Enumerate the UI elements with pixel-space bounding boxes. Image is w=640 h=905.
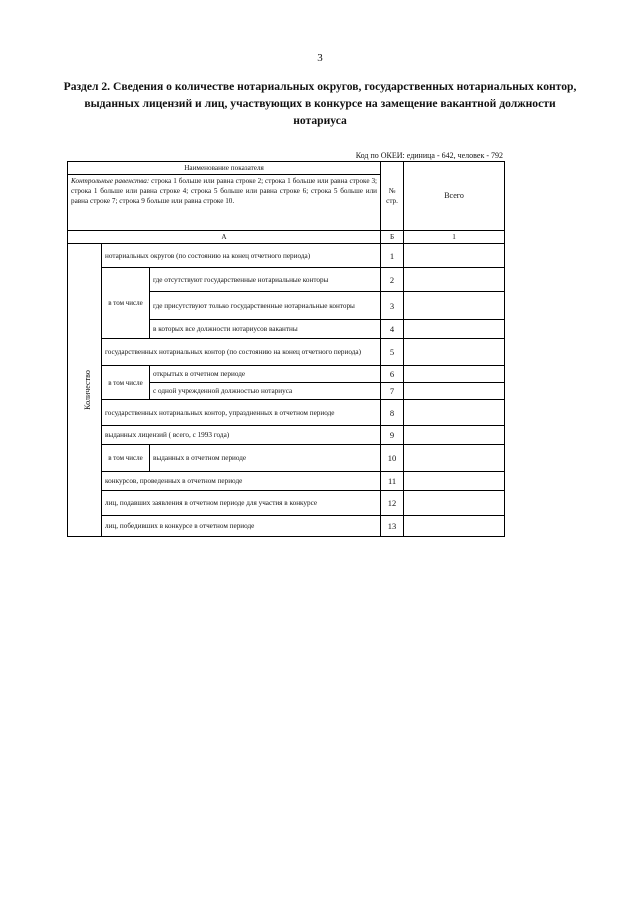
row-label-12: лиц, подавших заявления в отчетном периоде для участия в конкурсе	[102, 491, 381, 516]
row-value-1[interactable]	[404, 244, 505, 268]
row-value-10[interactable]	[404, 445, 505, 472]
row-value-5[interactable]	[404, 339, 505, 366]
row-number-13: 13	[381, 516, 404, 537]
row-label-5: государственных нотариальных контор (по состоянию на конец отчетного периода)	[102, 339, 381, 366]
including-label-1: в том числе	[102, 268, 150, 339]
row-label-7: с одной учрежденной должностью нотариуса	[150, 383, 381, 400]
control-equalities-label: Контрольные равенства:	[71, 177, 150, 185]
column-a-label: А	[68, 231, 381, 244]
row-label-13: лиц, победивших в конкурсе в отчетном периоде	[102, 516, 381, 537]
row-number-5: 5	[381, 339, 404, 366]
row-label-2: где отсутствуют государственные нотариальные конторы	[150, 268, 381, 292]
row-value-9[interactable]	[404, 426, 505, 445]
row-label-9: выданных лицензий ( всего, с 1993 года)	[102, 426, 381, 445]
row-number-8: 8	[381, 400, 404, 426]
row-number-6: 6	[381, 366, 404, 383]
row-value-6[interactable]	[404, 366, 505, 383]
row-value-4[interactable]	[404, 320, 505, 339]
row-label-6: открытых в отчетном периоде	[150, 366, 381, 383]
row-number-header: № стр.	[381, 162, 404, 231]
row-number-2: 2	[381, 268, 404, 292]
row-number-1: 1	[381, 244, 404, 268]
quantity-vertical-label	[68, 244, 102, 537]
row-value-12[interactable]	[404, 491, 505, 516]
row-value-3[interactable]	[404, 292, 505, 320]
quantity-label-text: Количество	[82, 370, 92, 410]
row-value-2[interactable]	[404, 268, 505, 292]
column-1-label: 1	[404, 231, 505, 244]
page-number: 3	[317, 52, 323, 64]
including-label-2: в том числе	[102, 366, 150, 400]
row-value-13[interactable]	[404, 516, 505, 537]
report-table	[67, 161, 505, 537]
section-title: Раздел 2. Сведения о количестве нотариальных округов, государственных нотариальных контор, выданных лицензий и лиц, участвующих в конкурсе на замещение вакантной должности нотариуса	[63, 80, 577, 127]
row-number-9: 9	[381, 426, 404, 445]
indicator-name-header: Наименование показателя	[68, 162, 381, 175]
row-number-11: 11	[381, 472, 404, 491]
row-number-4: 4	[381, 320, 404, 339]
row-label-10: выданных в отчетном периоде	[150, 445, 381, 472]
column-b-label: Б	[381, 231, 404, 244]
row-number-7: 7	[381, 383, 404, 400]
control-equalities-text: строка 1 больше или равна строке 2; строка 1 больше или равна строке 3; строка 1 больше или равна строке 4; строка 5 больше или равна строке 6; строка 5 больше или равна строке 7; строка 9 больше или равна строке 10.	[71, 177, 378, 205]
row-label-8: государственных нотариальных контор, упраздненных в отчетном периоде	[102, 400, 381, 426]
row-value-7[interactable]	[404, 383, 505, 400]
row-number-10: 10	[381, 445, 404, 472]
row-label-1: нотариальных округов (по состоянию на конец отчетного периода)	[102, 244, 381, 268]
okei-code: Код по ОКЕИ: единица - 642, человек - 792	[355, 151, 503, 160]
row-value-11[interactable]	[404, 472, 505, 491]
including-label-3: в том числе	[102, 445, 150, 472]
control-equalities	[68, 175, 381, 231]
row-value-8[interactable]	[404, 400, 505, 426]
row-label-11: конкурсов, проведенных в отчетном периоде	[102, 472, 381, 491]
total-header: Всего	[404, 162, 505, 231]
row-label-3: где присутствуют только государственные нотариальные конторы	[150, 292, 381, 320]
row-number-12: 12	[381, 491, 404, 516]
row-number-3: 3	[381, 292, 404, 320]
row-label-4: в которых все должности нотариусов вакантны	[150, 320, 381, 339]
